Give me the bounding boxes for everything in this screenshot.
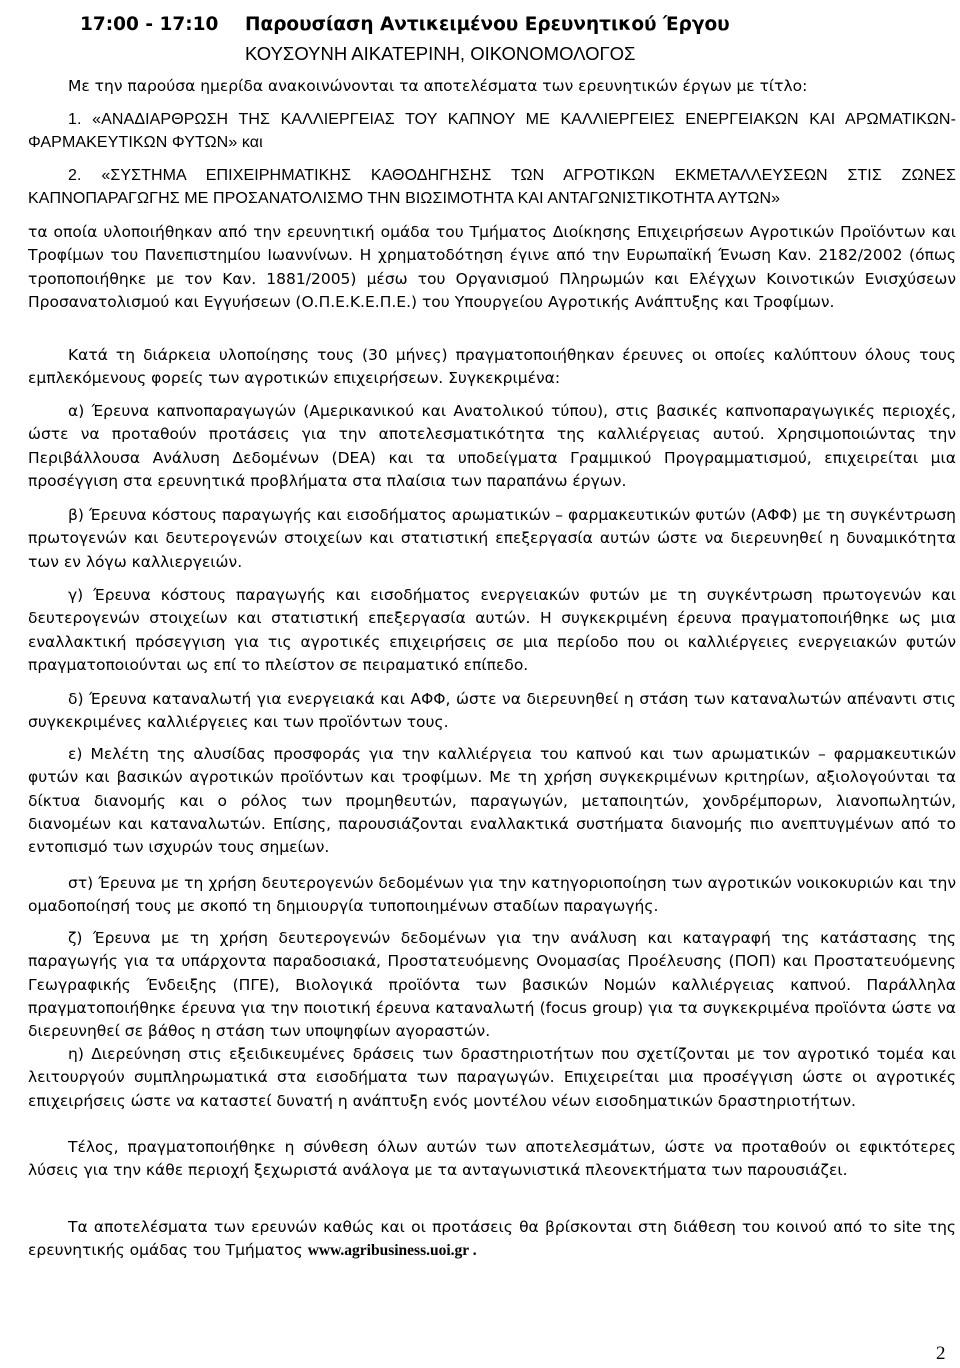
item-g: ζ) Έρευνα με τη χρήση δευτερογενών δεδομένων για την ανάλυση και καταγραφή της κατάστασης της παραγωγής για τα υπάρχοντα παραδοσιακά, Προστατευόμενης Ονομασίας Προέλευσης (ΠΟΠ) και Προστατευόμενης Γεωγραφικής Ένδειξης (ΠΓΕ), Βιολογικά προϊόντα των βασικών Νομών καλλιέργειας καπνού. Παράλληλα πραγματοποιήθηκε έρευνα για την ποιοτική έρευνα καταναλωτή (focus group) για τα συγκεκριμένα προϊόντα ώστε να διερευνηθεί σε βάθος η στάση των υποψηφίων αγοραστών. (28, 929, 956, 1041)
duration-paragraph: Κατά τη διάρκεια υλοποίησης τους (30 μήνες) πραγματοποιήθηκαν έρευνες οι οποίες καλύπτουν όλους τους εμπλεκόμενους φορείς των αγροτικών επιχειρήσεων. Συγκεκριμένα: (28, 346, 956, 388)
website-link[interactable]: www.agribusiness.uoi.gr (307, 1242, 469, 1260)
project-title-2: 2. «ΣΥΣΤΗΜΑ ΕΠΙΧΕΙΡΗΜΑΤΙΚΗΣ ΚΑΘΟΔΗΓΗΣΗΣ ΤΩΝ ΑΓΡΟΤΙΚΩΝ ΕΚΜΕΤΑΛΛΕΥΣΕΩΝ ΣΤΙΣ ΖΩΝΕΣ ΚΑΠΝΟΠΑΡΑΓΩΓΗΣ ΜΕ ΠΡΟΣΑΝΑΤΟΛΙΣΜΟ ΤΗΝ ΒΙΩΣΙΜΟΤΗΤΑ ΚΑΙ ΑΝΤΑΓΩΝΙΣΤΙΚΟΤΗΤΑ ΑΥΤΩΝ» (28, 167, 956, 207)
item-d: δ) Έρευνα καταναλωτή για ενεργειακά και ΑΦΦ, ώστε να διερευνηθεί η στάση των καταναλωτών απέναντι στις συγκεκριμένες καλλιέργειες και των προϊόντων τους. (28, 690, 956, 732)
item-h: η) Διερεύνηση στις εξειδικευμένες δράσεις των δραστηριοτήτων που σχετίζονται με τον αγροτικό τομέα και λειτουργούν συμπληρωματικά στα εισοδήματα των παραγωγών. Επιχειρείται μια προσέγγιση ώστε οι αγροτικές επιχειρήσεις ώστε να καταστεί δυνατή η ανάπτυξη ενός μοντέλου νέων εισοδηματικών δραστηριοτήτων. (28, 1045, 956, 1110)
item-b: β) Έρευνα κόστους παραγωγής και εισοδήματος αρωματικών – φαρμακευτικών φυτών (ΑΦΦ) με τη συγκέντρωση πρωτογενών και δευτερογενών στοιχείων και στατιστική επεξεργασία αυτών ώστε να διερευνηθεί η δυναμικότητα των εν λόγω καλλιεργειών. (28, 506, 956, 571)
presenter-names: ΚΟΥΣΟΥΝΗ ΑΙΚΑΤΕΡΙΝΗ, ΟΙΚΟΝΟΜΟΛΟΓΟΣ (245, 43, 636, 64)
item-a: α) Έρευνα καπνοπαραγωγών (Αμερικανικού και Ανατολικού τύπου), στις βασικές καπνοπαραγωγικές περιοχές, ώστε να προταθούν προτάσεις για την αποτελεσματικότητα της καλλιέργειας αυτού. Χρησιμοποιώντας την Περιβάλλουσα Ανάλυση Δεδομένων (DEA) και τα υποδείγματα Γραμμικού Προγραμματισμού, επιχειρείται μια προσέγγιση στα ερευνητικά προβλήματα στα πλαίσια των παραπάνω έργων. (28, 402, 956, 490)
session-time: 17:00 - 17:10 (80, 14, 219, 35)
session-title: Παρουσίαση Αντικειμένου Ερευνητικού Έργου (245, 14, 730, 35)
session-header (80, 14, 730, 35)
implementation-paragraph: τα οποία υλοποιήθηκαν από την ερευνητική ομάδα του Τμήματος Διοίκησης Επιχειρήσεων Αγροτικών Προϊόντων και Τροφίμων του Πανεπιστημίου Ιωαννίνων. Η χρηματοδότηση έγινε από την Ευρωπαϊκή Ένωση Καν. 2182/2002 (όπως τροποποιήθηκε με τον Καν. 1881/2005) μέσω του Οργανισμού Πληρωμών και Ελέγχων Κοινοτικών Ενισχύσεων Προσανατολισμού και Εγγυήσεων (Ο.Π.Ε.Κ.Ε.Π.Ε.) του Υπουργείου Αγροτικής Ανάπτυξης και Τροφίμων. (28, 223, 956, 311)
project-title-1: 1. «ΑΝΑΔΙΑΡΘΡΩΣΗ ΤΗΣ ΚΑΛΛΙΕΡΓΕΙΑΣ ΤΟΥ ΚΑΠΝΟΥ ΜΕ ΚΑΛΛΙΕΡΓΕΙΕΣ ΕΝΕΡΓΕΙΑΚΩΝ ΚΑΙ ΑΡΩΜΑΤΙΚΩΝ-ΦΑΡΜΑΚΕΥΤΙΚΩΝ ΦΥΤΩΝ» και (28, 111, 956, 151)
item-f: στ) Έρευνα με τη χρήση δευτερογενών δεδομένων για την κατηγοριοποίηση των αγροτικών νοικοκυριών και την ομαδοποίησή τους με σκοπό τη δημιουργία τυποποιημένων σταδίων παραγωγής. (28, 874, 956, 916)
page-number: 2 (936, 1343, 946, 1364)
item-e: ε) Μελέτη της αλυσίδας προσφοράς για την καλλιέργεια του καπνού και των αρωματικών – φαρμακευτικών φυτών και βασικών αγροτικών προϊόντων και τροφίμων. Με τη χρήση συγκεκριμένων κριτηρίων, αξιολογούνται τα δίκτυα διανομής και ο ρόλος των προμηθευτών, παραγωγών, μεταποιητών, χονδρέμπορων, λιανοπωλητών, διανομέων και καταναλωτών. Επίσης, παρουσιάζονται εναλλακτικά συστήματα διανομής πιο ανεπτυγμένων από το εντοπισμό των ισχυρών τους σημείων. (28, 745, 956, 857)
website-paragraph: Τα αποτελέσματα των ερευνών καθώς και οι προτάσεις θα βρίσκονται στη διάθεση του κοινού από το site της ερευνητικής ομάδας του Τμήματος www.agribusiness.uoi.gr . (28, 1218, 956, 1260)
item-c: γ) Έρευνα κόστους παραγωγής και εισοδήματος ενεργειακών φυτών με τη συγκέντρωση πρωτογενών και δευτερογενών στοιχείων και στατιστική επεξεργασία αυτών. Η συγκεκριμένη έρευνα πραγματοποιήθηκε ως μια εναλλακτική πρόσεγγιση για τις αγροτικές επιχειρήσεις σε μια περίοδο που οι καλλιέργειες ενεργειακών φυτών πραγματοποιούνται ως επί το πλείστον σε πειραματικό επίπεδο. (28, 586, 956, 674)
intro-text: Με την παρούσα ημερίδα ανακοινώνονται τα αποτελέσματα των ερευνητικών έργων με τίτλο: (68, 77, 808, 95)
conclusion-paragraph: Τέλος, πραγματοποιήθηκε η σύνθεση όλων αυτών των αποτελεσμάτων, ώστε να προταθούν οι εφικτότερες λύσεις για την κάθε περιοχή ξεχωριστά ανάλογα με τα ανταγωνιστικά πλεονεκτήματα των παρουσιάζει. (28, 1138, 956, 1180)
